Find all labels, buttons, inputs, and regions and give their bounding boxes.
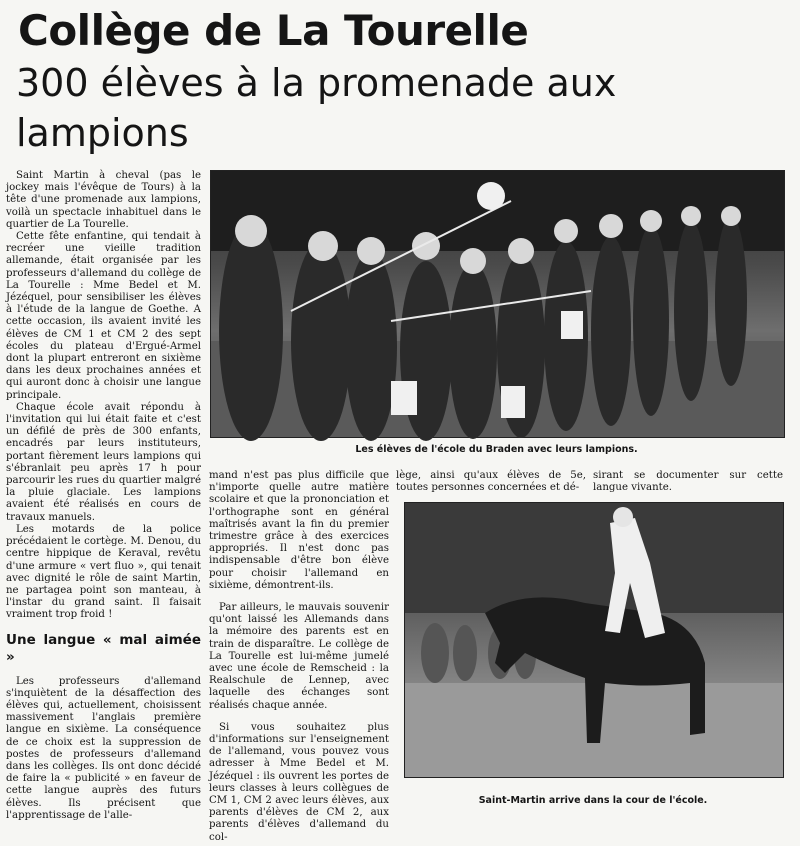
photo-caption: Saint-Martin arrive dans la cour de l'école. (478, 795, 708, 806)
article-column-2 (209, 470, 389, 843)
paragraph: Saint Martin à cheval (pas le jockey mais l'évêque de Tours) à la tête d'une promenade aux lampions, voilà un spectacle inhabituel dans le quartier de La Tourelle. (6, 170, 201, 230)
article-column-3 (396, 470, 586, 500)
paragraph: Si vous souhaitez plus d'informations sur l'enseignement de l'allemand, vous pouvez vous adresser à Mme Bedel et M. Jézéquel : ils ouvrent les portes de leurs classes à leurs collègues de CM 1, CM 2 avec leurs élèves, aux parents d'élèves de CM 2, aux parents d'élèves d'allemand du col- (209, 721, 389, 843)
photo-caption: Les élèves de l'école du Braden avec leurs lampions. (355, 444, 638, 455)
section-heading: Une langue « mal aimée » (6, 631, 201, 665)
article-column-4 (593, 470, 783, 500)
article-column-1 (6, 170, 201, 821)
headline: Collège de La Tourelle (18, 6, 529, 55)
paragraph: sirant se documenter sur cette langue vivante. (593, 470, 783, 494)
photo-saint-martin-horse (404, 502, 784, 778)
paragraph: Par ailleurs, le mauvais souvenir qu'ont laissé les Allemands dans la mémoire des parents est en train de disparaître. Le collège de La Tourelle est lui-même jumelé avec une école de Remscheid : la Realschule de Lennep, avec laquelle des échanges sont réalisés chaque année. (209, 602, 389, 711)
paragraph: Les motards de la police précédaient le cortège. M. Denou, du centre hippique de Keraval, revêtu d'une armure « vert fluo », qui tenait avec dignité le rôle de saint Martin, ne partagea point son manteau, à l'instar du grand saint. Il faisait vraiment trop froid ! (6, 523, 201, 621)
photo-students-with-lanterns (210, 170, 785, 438)
paragraph: Chaque école avait répondu à l'invitation qui lui était faite et c'est un défilé de près de 300 enfants, encadrés par leurs instituteurs, portant fièrement leurs lampions qui s'ébranlait peu après 17 h pour parcourir les rues du quartier malgré la pluie glaciale. Les lampions avaient été réalisés en cours de travaux manuels. (6, 401, 201, 523)
paragraph: Cette fête enfantine, qui tendait à recréer une vieille tradition allemande, était organisée par les professeurs d'allemand du collège de La Tourelle : Mme Bedel et M. Jézéquel, pour sensibiliser les élèves à l'étude de la langue de Goethe. A cette occasion, ils avaient invité les élèves de CM 1 et CM 2 des sept écoles du plateau d'Ergué-Armel dont la plupart entreront en sixième dans les deux prochaines années et qui auront donc à choisir une langue principale. (6, 231, 201, 401)
paragraph: Les professeurs d'allemand s'inquiètent de la désaffection des élèves qui, actuellement, choisissent massivement l'anglais première langue en sixième. La conséquence de ce choix est la suppression de postes de professeurs d'allemand dans les collèges. Ils ont donc décidé de faire la « publicité » en faveur de cette langue auprès des futurs élèves. Ils précisent que l'apprentissage de l'alle- (6, 675, 201, 821)
paragraph: mand n'est pas plus difficile que n'importe quelle autre matière scolaire et que la prononciation et l'orthographe sont en général maîtrisés avant la fin du premier trimestre grâce à des exercices appropriés. Il n'est donc pas indispensable d'être bon élève pour choisir l'allemand en sixième, démontrent-ils. (209, 470, 389, 591)
subheadline: 300 élèves à la promenade aux lampions (16, 61, 617, 155)
paragraph: lège, ainsi qu'aux élèves de 5e, toutes personnes concernées et dé- (396, 470, 586, 494)
